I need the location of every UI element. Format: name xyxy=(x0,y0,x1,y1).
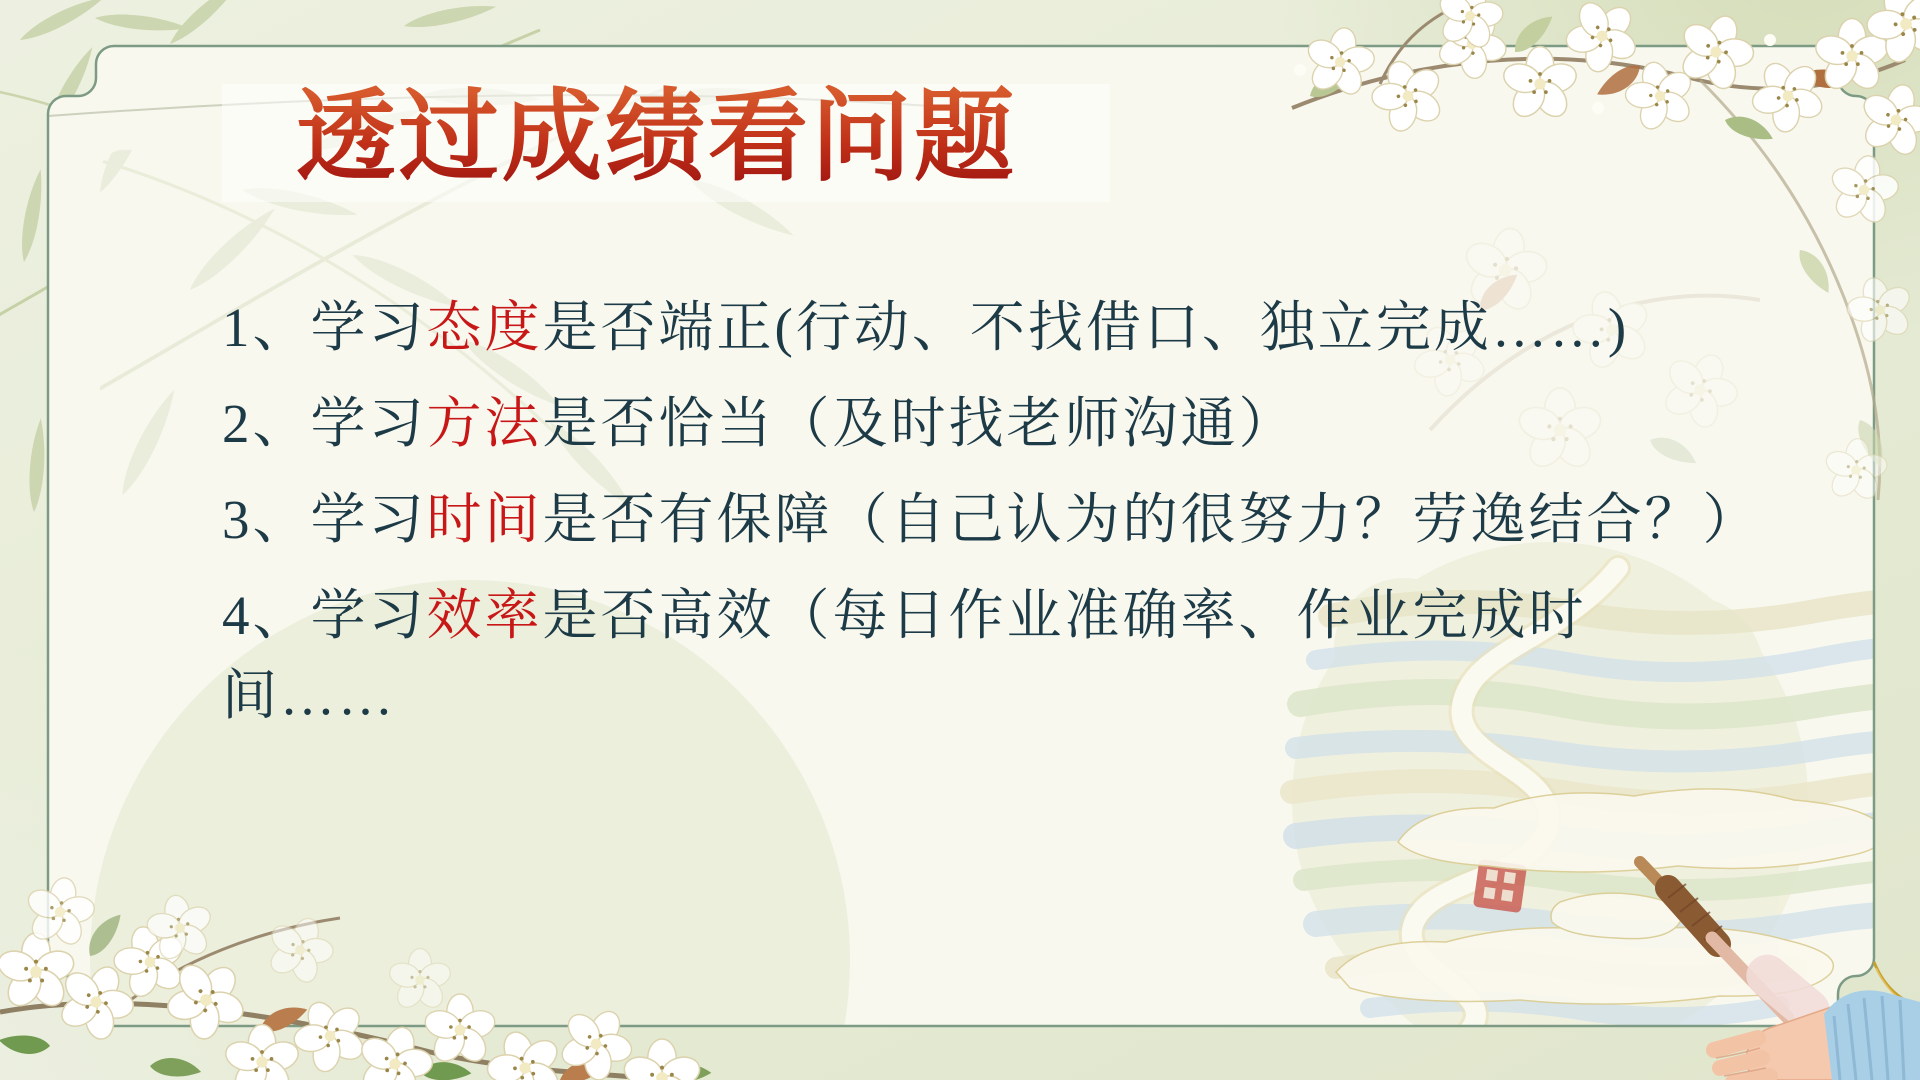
item-text: 学习 xyxy=(310,585,427,646)
list-item-2 xyxy=(222,393,1297,454)
item-keyword: 方法 xyxy=(426,393,543,454)
item-text: 是否端正(行动、不找借口、独立完成……) xyxy=(542,297,1630,358)
item-text: 是否恰当（及时找老师沟通） xyxy=(542,393,1297,454)
list-item-4 xyxy=(222,585,1587,646)
item-number: 2、 xyxy=(222,393,311,454)
item-text: 学习 xyxy=(310,297,427,358)
item-keyword: 时间 xyxy=(426,489,543,550)
item-keyword: 态度 xyxy=(426,297,543,358)
item-text: 学习 xyxy=(310,393,427,454)
item-text: 间…… xyxy=(222,665,397,726)
slide-title: 透过成绩看问题 xyxy=(296,82,1017,193)
item-text: 是否高效（每日作业准确率、作业完成时 xyxy=(542,585,1587,646)
item-text: 学习 xyxy=(310,489,427,550)
item-number: 4、 xyxy=(222,585,311,646)
list-item-4-wrap xyxy=(222,665,397,726)
item-number: 3、 xyxy=(222,489,311,550)
list-item-3 xyxy=(222,489,1761,550)
list-item-1 xyxy=(222,297,1630,358)
item-number: 1、 xyxy=(222,297,311,358)
item-text: 是否有保障（自己认为的很努力？劳逸结合？） xyxy=(542,489,1761,550)
item-keyword: 效率 xyxy=(426,585,543,646)
